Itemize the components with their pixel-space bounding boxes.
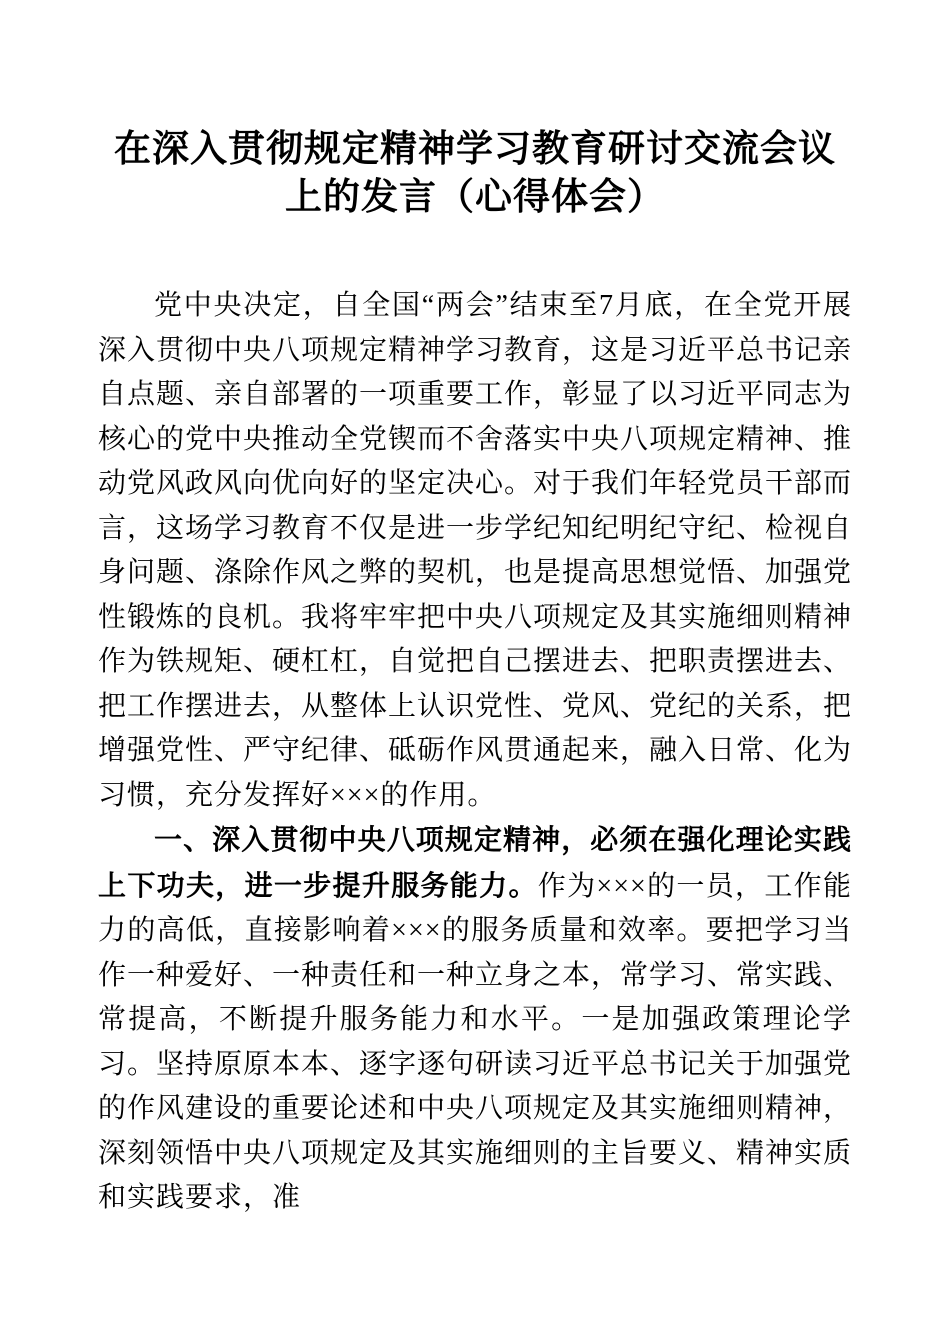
section-1-heading: 一、深入贯彻中央八项规定精神，必须在强化理论实践上下功夫，进一步提升服务能力。 xyxy=(98,824,852,901)
document-title: 在深入贯彻规定精神学习教育研讨交流会议上的发言（心得体会） xyxy=(114,129,836,218)
section-1-text: 作为×××的一员，工作能力的高低，直接影响着×××的服务质量和效率。要把学习当作一种爱好、一种责任和一种立身之本，常学习、常实践、常提高，不断提升服务能力和水平。一是加强政策理论学习。坚持原原本本、逐字逐句研读习近平总书记关于加强党的作风建设的重要论述和中央八项规定及其实施细则精神，深刻领悟中央八项规定及其实施细则的主旨要义、精神实质和实践要求，准 xyxy=(98,870,853,1213)
paragraph-intro-text: 党中央决定，自全国“两会”结束至7月底，在全党开展深入贯彻中央八项规定精神学习教育，这是习近平总书记亲自点题、亲自部署的一项重要工作，彰显了以习近平同志为核心的党中央推动全党锲而不舍落实中央八项规定精神、推动党风政风向优向好的坚定决心。对于我们年轻党员干部而言，这场学习教育不仅是进一步学纪知纪明纪守纪、检视自身问题、涤除作风之弊的契机，也是提高思想觉悟、加强党性锻炼的良机。我将牢牢把中央八项规定及其实施细则精神作为铁规矩、硬杠杠，自觉把自己摆进去、把职责摆进去、把工作摆进去，从整体上认识党性、党风、党纪的关系，把增强党性、严守纪律、砥砺作风贯通起来，融入日常、化为习惯，充分发挥好×××的作用。 xyxy=(98,290,853,811)
paragraph-intro xyxy=(98,284,852,818)
paragraph-section-1 xyxy=(98,818,852,1221)
